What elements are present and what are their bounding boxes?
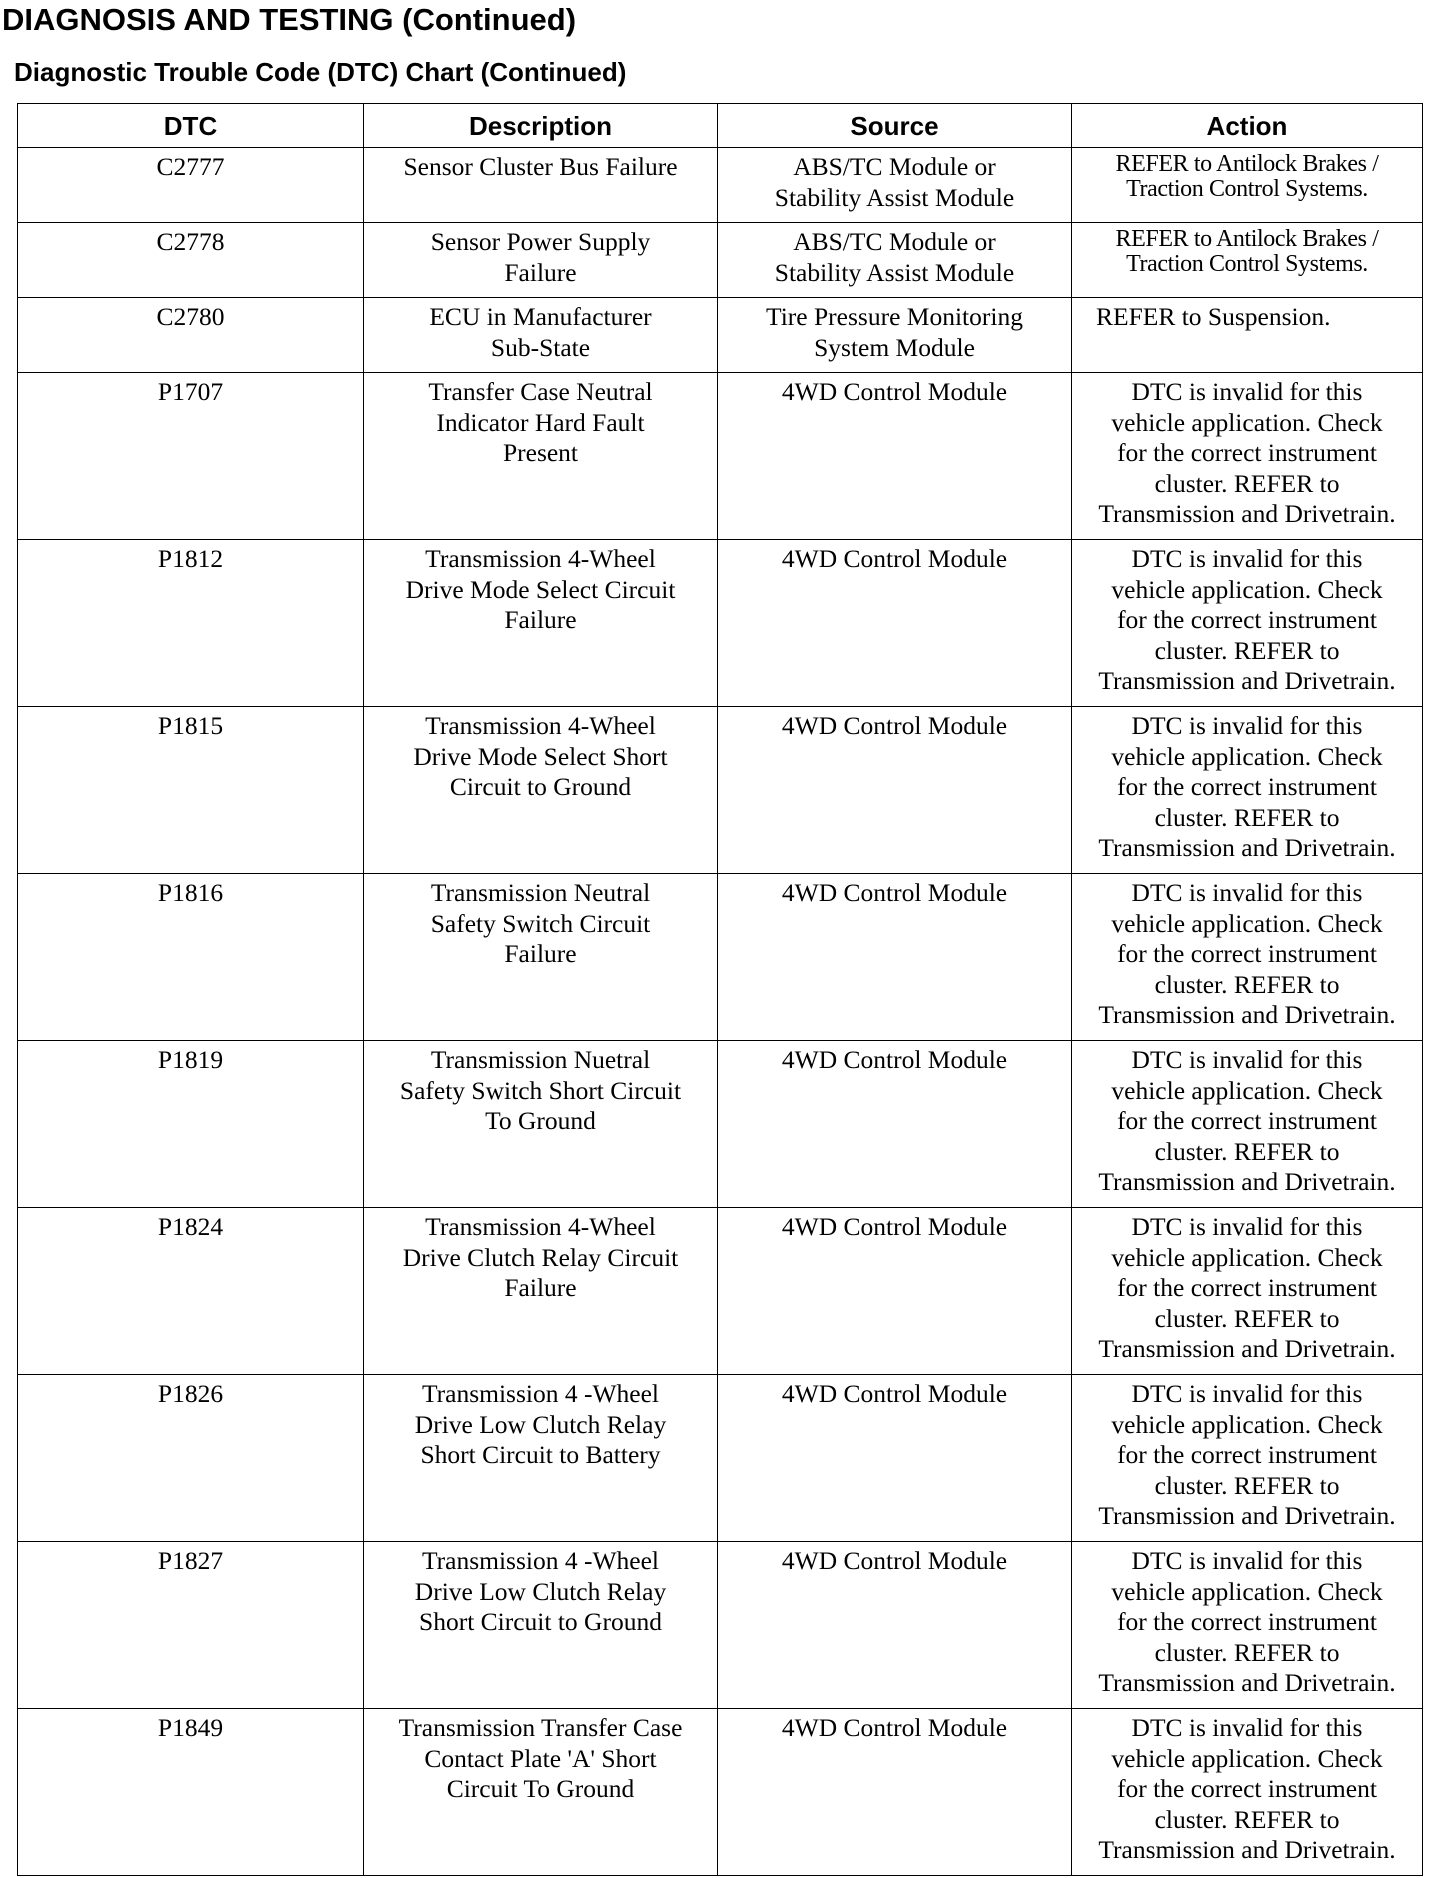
table-row: [18, 874, 1423, 1041]
table-row: [18, 1375, 1423, 1542]
description-cell: [364, 540, 718, 707]
description-cell: [364, 148, 718, 223]
action-cell: [1072, 223, 1423, 298]
dtc-source: ABS/TC Module or Stability Assist Module: [774, 227, 1015, 287]
source-cell: [718, 298, 1072, 373]
description-cell: [364, 1208, 718, 1375]
source-cell: [718, 1208, 1072, 1375]
dtc-source: 4WD Control Module: [781, 1212, 1008, 1241]
dtc-code: P1819: [157, 1045, 224, 1074]
dtc-source: 4WD Control Module: [781, 544, 1008, 573]
dtc-code: P1815: [157, 711, 224, 740]
dtc-action: DTC is invalid for this vehicle application. Check for the correct instrument cluster. REFER to Transmission and Drivetrain.: [1098, 1713, 1396, 1864]
action-cell: [1072, 1041, 1423, 1208]
dtc-code: C2777: [156, 152, 225, 181]
dtc-code-cell: [18, 540, 364, 707]
action-cell: [1072, 707, 1423, 874]
table-row: [18, 148, 1423, 223]
dtc-description: Sensor Power Supply Failure: [430, 227, 651, 287]
table-row: [18, 1542, 1423, 1709]
action-cell: [1072, 1709, 1423, 1876]
source-cell: [718, 540, 1072, 707]
dtc-source: 4WD Control Module: [781, 711, 1008, 740]
source-cell: [718, 1041, 1072, 1208]
dtc-description: Transmission 4 -Wheel Drive Low Clutch Relay Short Circuit to Battery: [414, 1379, 667, 1469]
dtc-code: P1812: [157, 544, 224, 573]
dtc-action: DTC is invalid for this vehicle application. Check for the correct instrument cluster. REFER to Transmission and Drivetrain.: [1098, 711, 1396, 862]
dtc-action: REFER to Antilock Brakes / Traction Control Systems.: [1115, 151, 1379, 202]
dtc-action: DTC is invalid for this vehicle application. Check for the correct instrument cluster. REFER to Transmission and Drivetrain.: [1098, 544, 1396, 695]
action-cell: [1072, 1542, 1423, 1709]
table-row: [18, 373, 1423, 540]
source-cell: [718, 874, 1072, 1041]
dtc-action: DTC is invalid for this vehicle application. Check for the correct instrument cluster. REFER to Transmission and Drivetrain.: [1098, 878, 1396, 1029]
table-row: [18, 223, 1423, 298]
dtc-code-cell: [18, 1709, 364, 1876]
dtc-source: 4WD Control Module: [781, 1713, 1008, 1742]
dtc-source: 4WD Control Module: [781, 1045, 1008, 1074]
source-cell: [718, 223, 1072, 298]
column-header-dtc: DTC: [18, 104, 364, 148]
dtc-description: Transmission Transfer Case Contact Plate 'A' Short Circuit To Ground: [398, 1713, 683, 1803]
dtc-description: Transmission 4 -Wheel Drive Low Clutch Relay Short Circuit to Ground: [414, 1546, 667, 1636]
dtc-action: DTC is invalid for this vehicle application. Check for the correct instrument cluster. REFER to Transmission and Drivetrain.: [1098, 377, 1396, 528]
dtc-action: REFER to Suspension.: [1096, 302, 1331, 331]
description-cell: [364, 1542, 718, 1709]
description-cell: [364, 223, 718, 298]
source-cell: [718, 1709, 1072, 1876]
dtc-code-cell: [18, 1542, 364, 1709]
dtc-code-cell: [18, 148, 364, 223]
table-row: [18, 540, 1423, 707]
chart-subtitle: Diagnostic Trouble Code (DTC) Chart (Continued): [14, 57, 627, 87]
description-cell: [364, 373, 718, 540]
action-cell: [1072, 298, 1423, 373]
action-cell: [1072, 148, 1423, 223]
description-cell: [364, 1709, 718, 1876]
dtc-description: Transmission Neutral Safety Switch Circuit Failure: [430, 878, 651, 968]
dtc-code: P1824: [157, 1212, 224, 1241]
dtc-code-cell: [18, 1041, 364, 1208]
table-row: [18, 1709, 1423, 1876]
action-cell: [1072, 874, 1423, 1041]
action-cell: [1072, 1208, 1423, 1375]
dtc-source: 4WD Control Module: [781, 377, 1008, 406]
dtc-source: 4WD Control Module: [781, 1379, 1008, 1408]
table-row: [18, 1208, 1423, 1375]
description-cell: [364, 874, 718, 1041]
description-cell: [364, 707, 718, 874]
dtc-description: Transfer Case Neutral Indicator Hard Fault Present: [428, 377, 653, 467]
dtc-description: ECU in Manufacturer Sub-State: [429, 302, 652, 362]
dtc-code: C2780: [156, 302, 225, 331]
dtc-code: P1827: [157, 1546, 224, 1575]
table-row: [18, 1041, 1423, 1208]
dtc-code-cell: [18, 707, 364, 874]
source-cell: [718, 1375, 1072, 1542]
dtc-code: P1816: [157, 878, 224, 907]
action-cell: [1072, 540, 1423, 707]
action-cell: [1072, 373, 1423, 540]
dtc-action: REFER to Antilock Brakes / Traction Control Systems.: [1115, 226, 1379, 277]
dtc-description: Transmission 4-Wheel Drive Mode Select Short Circuit to Ground: [413, 711, 668, 801]
dtc-code-cell: [18, 223, 364, 298]
dtc-action: DTC is invalid for this vehicle application. Check for the correct instrument cluster. REFER to Transmission and Drivetrain.: [1098, 1379, 1396, 1530]
dtc-description: Transmission Nuetral Safety Switch Short Circuit To Ground: [399, 1045, 682, 1135]
dtc-code: P1707: [157, 377, 224, 406]
dtc-code: P1849: [157, 1713, 224, 1742]
description-cell: [364, 1041, 718, 1208]
table-row: [18, 707, 1423, 874]
dtc-source: 4WD Control Module: [781, 878, 1008, 907]
table-row: [18, 298, 1423, 373]
dtc-table: [17, 103, 1423, 1876]
table-header-row: [18, 104, 1423, 148]
dtc-code-cell: [18, 298, 364, 373]
dtc-source: Tire Pressure Monitoring System Module: [766, 302, 1023, 362]
dtc-code-cell: [18, 373, 364, 540]
column-header-description: Description: [364, 104, 718, 148]
dtc-code: P1826: [157, 1379, 224, 1408]
action-cell: [1072, 1375, 1423, 1542]
source-cell: [718, 148, 1072, 223]
dtc-action: DTC is invalid for this vehicle application. Check for the correct instrument cluster. REFER to Transmission and Drivetrain.: [1098, 1212, 1396, 1363]
dtc-description: Sensor Cluster Bus Failure: [403, 152, 678, 181]
dtc-description: Transmission 4-Wheel Drive Mode Select Circuit Failure: [405, 544, 676, 634]
dtc-source: 4WD Control Module: [781, 1546, 1008, 1575]
description-cell: [364, 1375, 718, 1542]
dtc-code-cell: [18, 1375, 364, 1542]
dtc-action: DTC is invalid for this vehicle application. Check for the correct instrument cluster. REFER to Transmission and Drivetrain.: [1098, 1045, 1396, 1196]
description-cell: [364, 298, 718, 373]
dtc-description: Transmission 4-Wheel Drive Clutch Relay Circuit Failure: [402, 1212, 679, 1302]
dtc-code-cell: [18, 1208, 364, 1375]
column-header-action: Action: [1072, 104, 1423, 148]
source-cell: [718, 1542, 1072, 1709]
dtc-code: C2778: [156, 227, 225, 256]
dtc-code-cell: [18, 874, 364, 1041]
column-header-source: Source: [718, 104, 1072, 148]
source-cell: [718, 707, 1072, 874]
page-title: DIAGNOSIS AND TESTING (Continued): [2, 2, 577, 37]
dtc-source: ABS/TC Module or Stability Assist Module: [774, 152, 1015, 212]
dtc-action: DTC is invalid for this vehicle application. Check for the correct instrument cluster. REFER to Transmission and Drivetrain.: [1098, 1546, 1396, 1697]
source-cell: [718, 373, 1072, 540]
